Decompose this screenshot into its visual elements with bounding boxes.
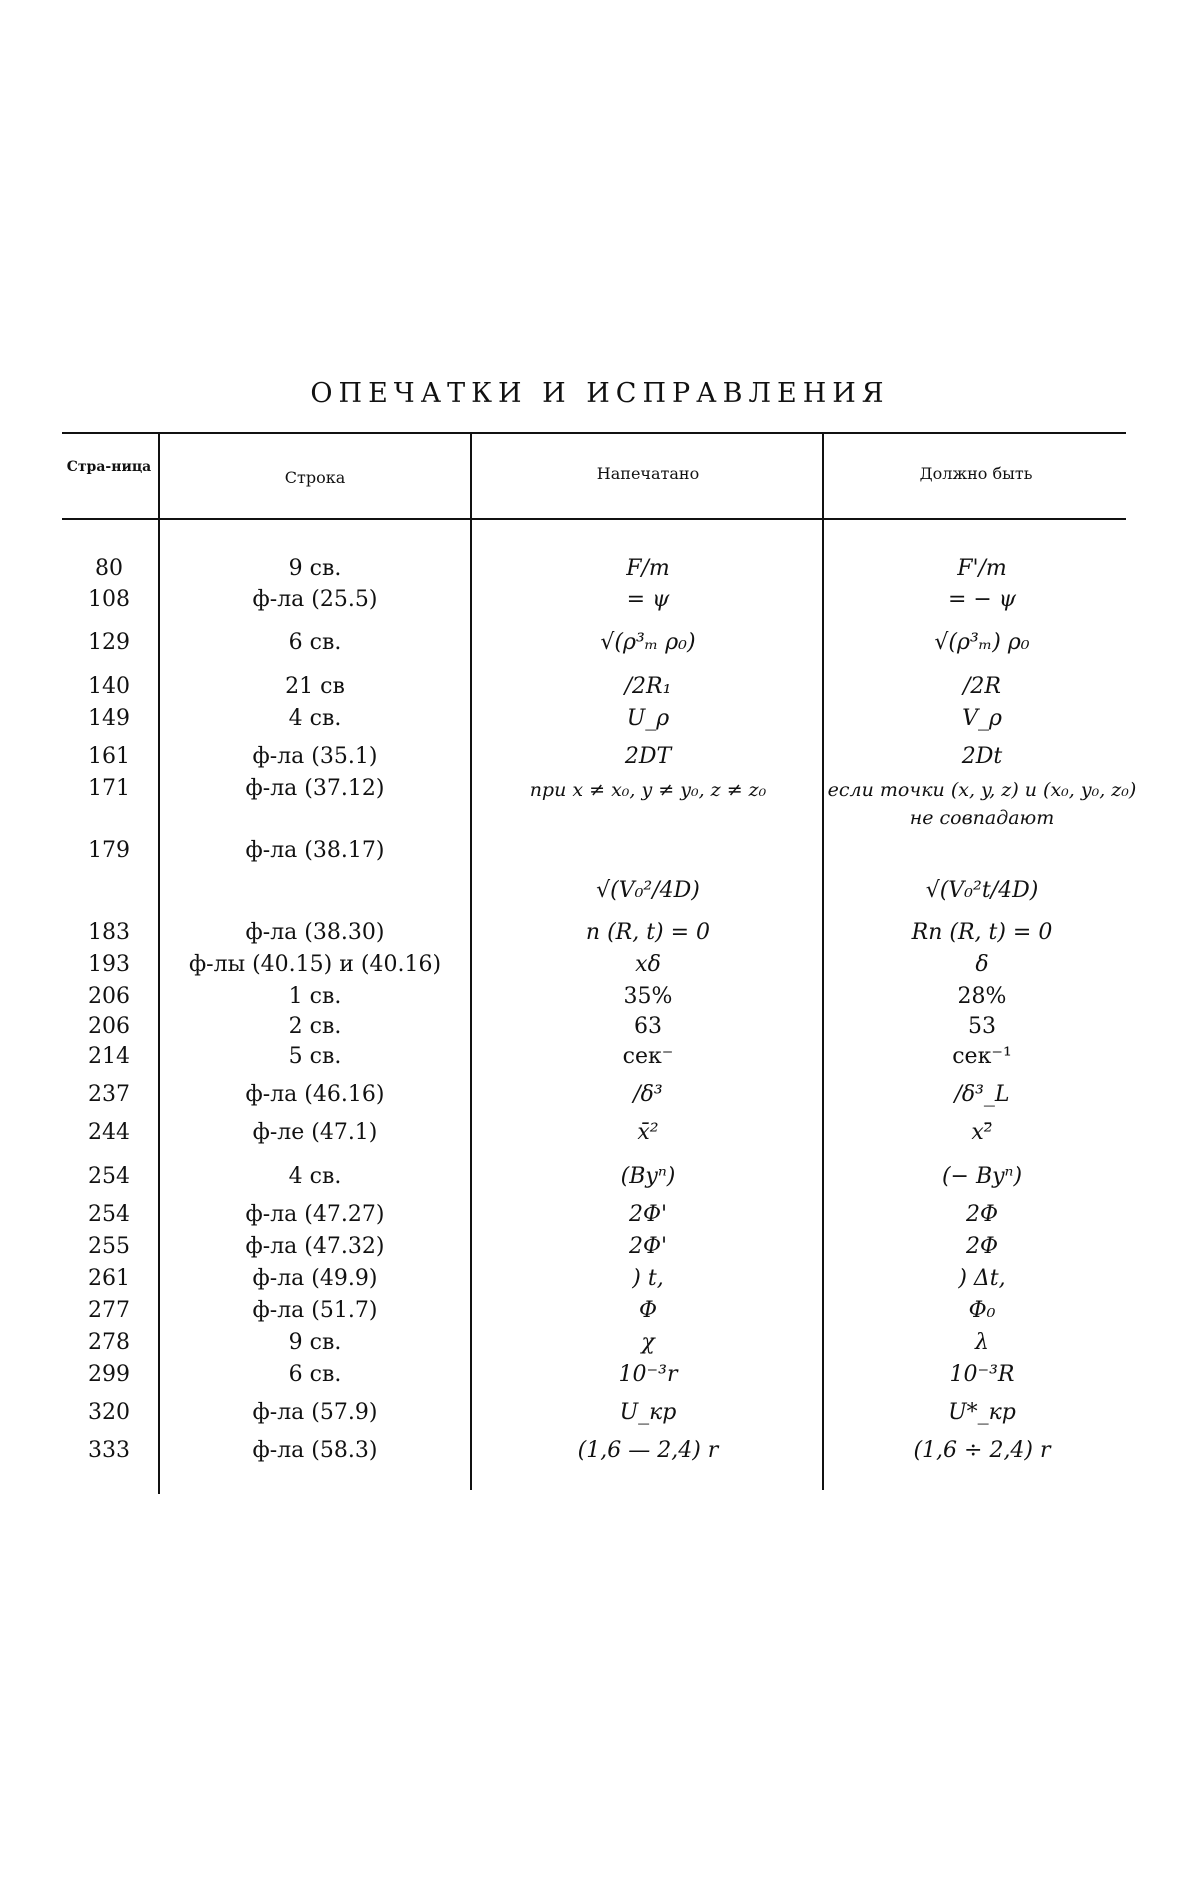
row-line: 4 св.	[288, 706, 342, 731]
row-should-be: 28%	[957, 984, 1007, 1009]
row-line: 4 св.	[288, 1164, 342, 1189]
row-should-be: = − ψ	[947, 587, 1017, 612]
row-page: 179	[88, 838, 130, 863]
row-printed: U_кр	[619, 1400, 677, 1425]
row-should-be: √(V₀²t/4D)	[925, 878, 1039, 903]
row-should-be: λ	[975, 1330, 989, 1355]
row-should-be: 53	[968, 1014, 996, 1039]
row-page: 171	[88, 776, 130, 801]
row-printed: /δ³	[633, 1082, 663, 1107]
row-should-be: U*_кр	[948, 1400, 1016, 1425]
row-should-be: F'/m	[957, 556, 1007, 581]
row-printed: 2Φ'	[628, 1202, 668, 1227]
row-page: 254	[88, 1202, 130, 1227]
row-printed: 35%	[623, 984, 673, 1009]
row-line: ф-ла (38.17)	[245, 838, 385, 863]
row-printed: /2R₁	[624, 674, 672, 699]
row-page: 254	[88, 1164, 130, 1189]
row-line: ф-ла (37.12)	[245, 776, 385, 801]
row-printed: x̄²	[637, 1120, 659, 1145]
row-page: 214	[88, 1044, 130, 1069]
row-page: 244	[88, 1120, 130, 1145]
row-line: ф-лы (40.15) и (40.16)	[188, 952, 442, 977]
row-line: ф-ла (49.9)	[252, 1266, 378, 1291]
column-divider-3	[822, 434, 824, 1490]
row-should-be: если точки (x, y, z) и (x₀, y₀, z₀) не совпадают	[827, 779, 1137, 829]
row-page: 206	[88, 1014, 130, 1039]
row-should-be: x²̄	[971, 1120, 993, 1145]
row-printed: Φ	[638, 1298, 658, 1323]
row-page: 255	[88, 1234, 130, 1259]
row-line: ф-ла (35.1)	[252, 744, 378, 769]
column-divider-2	[470, 434, 472, 1490]
row-page: 278	[88, 1330, 130, 1355]
row-page: 261	[88, 1266, 130, 1291]
row-should-be: /2R	[963, 674, 1001, 699]
row-line: 1 св.	[288, 984, 342, 1009]
row-printed: xδ	[635, 952, 661, 977]
row-should-be: 2Φ	[965, 1202, 999, 1227]
row-line: 6 св.	[288, 1362, 342, 1387]
row-line: 5 св.	[288, 1044, 342, 1069]
row-line: ф-ла (58.3)	[252, 1438, 378, 1463]
row-printed: U_ρ	[626, 706, 670, 731]
row-should-be: ) Δt,	[958, 1266, 1006, 1291]
row-page: 193	[88, 952, 130, 977]
row-page: 320	[88, 1400, 130, 1425]
row-page: 299	[88, 1362, 130, 1387]
row-printed: при x ≠ x₀, y ≠ y₀, z ≠ z₀	[529, 779, 767, 801]
header-printed: Напечатано	[596, 464, 700, 483]
row-printed: ) t,	[632, 1266, 664, 1291]
row-should-be: Φ₀	[968, 1298, 996, 1323]
header-page: Стра-ница	[66, 459, 152, 475]
row-should-be: Rn (R, t) = 0	[911, 920, 1053, 945]
row-line: 6 св.	[288, 630, 342, 655]
row-page: 80	[95, 556, 123, 581]
row-page: 108	[88, 587, 130, 612]
row-page: 129	[88, 630, 130, 655]
table-top-rule	[62, 432, 1126, 434]
row-should-be: 2Φ	[965, 1234, 999, 1259]
page-title: ОПЕЧАТКИ И ИСПРАВЛЕНИЯ	[310, 378, 890, 409]
row-page: 277	[88, 1298, 130, 1323]
row-line: 9 св.	[288, 556, 342, 581]
row-printed: 2DT	[624, 744, 672, 769]
row-line: ф-ла (47.27)	[245, 1202, 385, 1227]
row-should-be: δ	[975, 952, 989, 977]
row-page: 161	[88, 744, 130, 769]
header-should-be: Должно быть	[919, 464, 1033, 483]
row-should-be: 10⁻³R	[949, 1362, 1015, 1387]
row-printed: = ψ	[626, 587, 670, 612]
row-line: 2 св.	[288, 1014, 342, 1039]
row-printed: (Byⁿ)	[620, 1164, 676, 1189]
row-page: 333	[88, 1438, 130, 1463]
row-printed: F/m	[626, 556, 670, 581]
row-printed: χ	[641, 1330, 655, 1355]
row-line: ф-ла (57.9)	[252, 1400, 378, 1425]
row-line: ф-ла (25.5)	[252, 587, 378, 612]
row-should-be: /δ³_L	[954, 1082, 1010, 1107]
row-printed: n (R, t) = 0	[585, 920, 711, 945]
row-printed: √(ρ³ₘ ρ₀)	[600, 630, 696, 655]
row-should-be: 2Dt	[961, 744, 1003, 769]
row-line: 9 св.	[288, 1330, 342, 1355]
row-printed: (1,6 — 2,4) r	[577, 1438, 719, 1463]
row-should-be: V_ρ	[962, 706, 1002, 731]
row-page: 183	[88, 920, 130, 945]
row-printed: сек⁻	[622, 1044, 674, 1069]
row-line: ф-ла (47.32)	[245, 1234, 385, 1259]
row-printed: 2Φ'	[628, 1234, 668, 1259]
row-printed: 63	[634, 1014, 662, 1039]
row-should-be: (1,6 ÷ 2,4) r	[913, 1438, 1051, 1463]
row-page: 140	[88, 674, 130, 699]
row-page: 206	[88, 984, 130, 1009]
row-line: ф-ла (46.16)	[245, 1082, 385, 1107]
row-line: ф-ла (38.30)	[245, 920, 385, 945]
row-page: 237	[88, 1082, 130, 1107]
row-line: 21 св	[285, 674, 345, 699]
row-printed: √(V₀²/4D)	[596, 878, 700, 903]
row-should-be: √(ρ³ₘ) ρ₀	[934, 630, 1030, 655]
row-line: ф-ле (47.1)	[252, 1120, 378, 1145]
row-should-be: сек⁻¹	[952, 1044, 1012, 1069]
row-should-be: (− Byⁿ)	[941, 1164, 1023, 1189]
header-line: Строка	[284, 468, 346, 487]
row-page: 149	[88, 706, 130, 731]
table-header-rule	[62, 518, 1126, 520]
row-line: ф-ла (51.7)	[252, 1298, 378, 1323]
row-printed: 10⁻³r	[618, 1362, 678, 1387]
